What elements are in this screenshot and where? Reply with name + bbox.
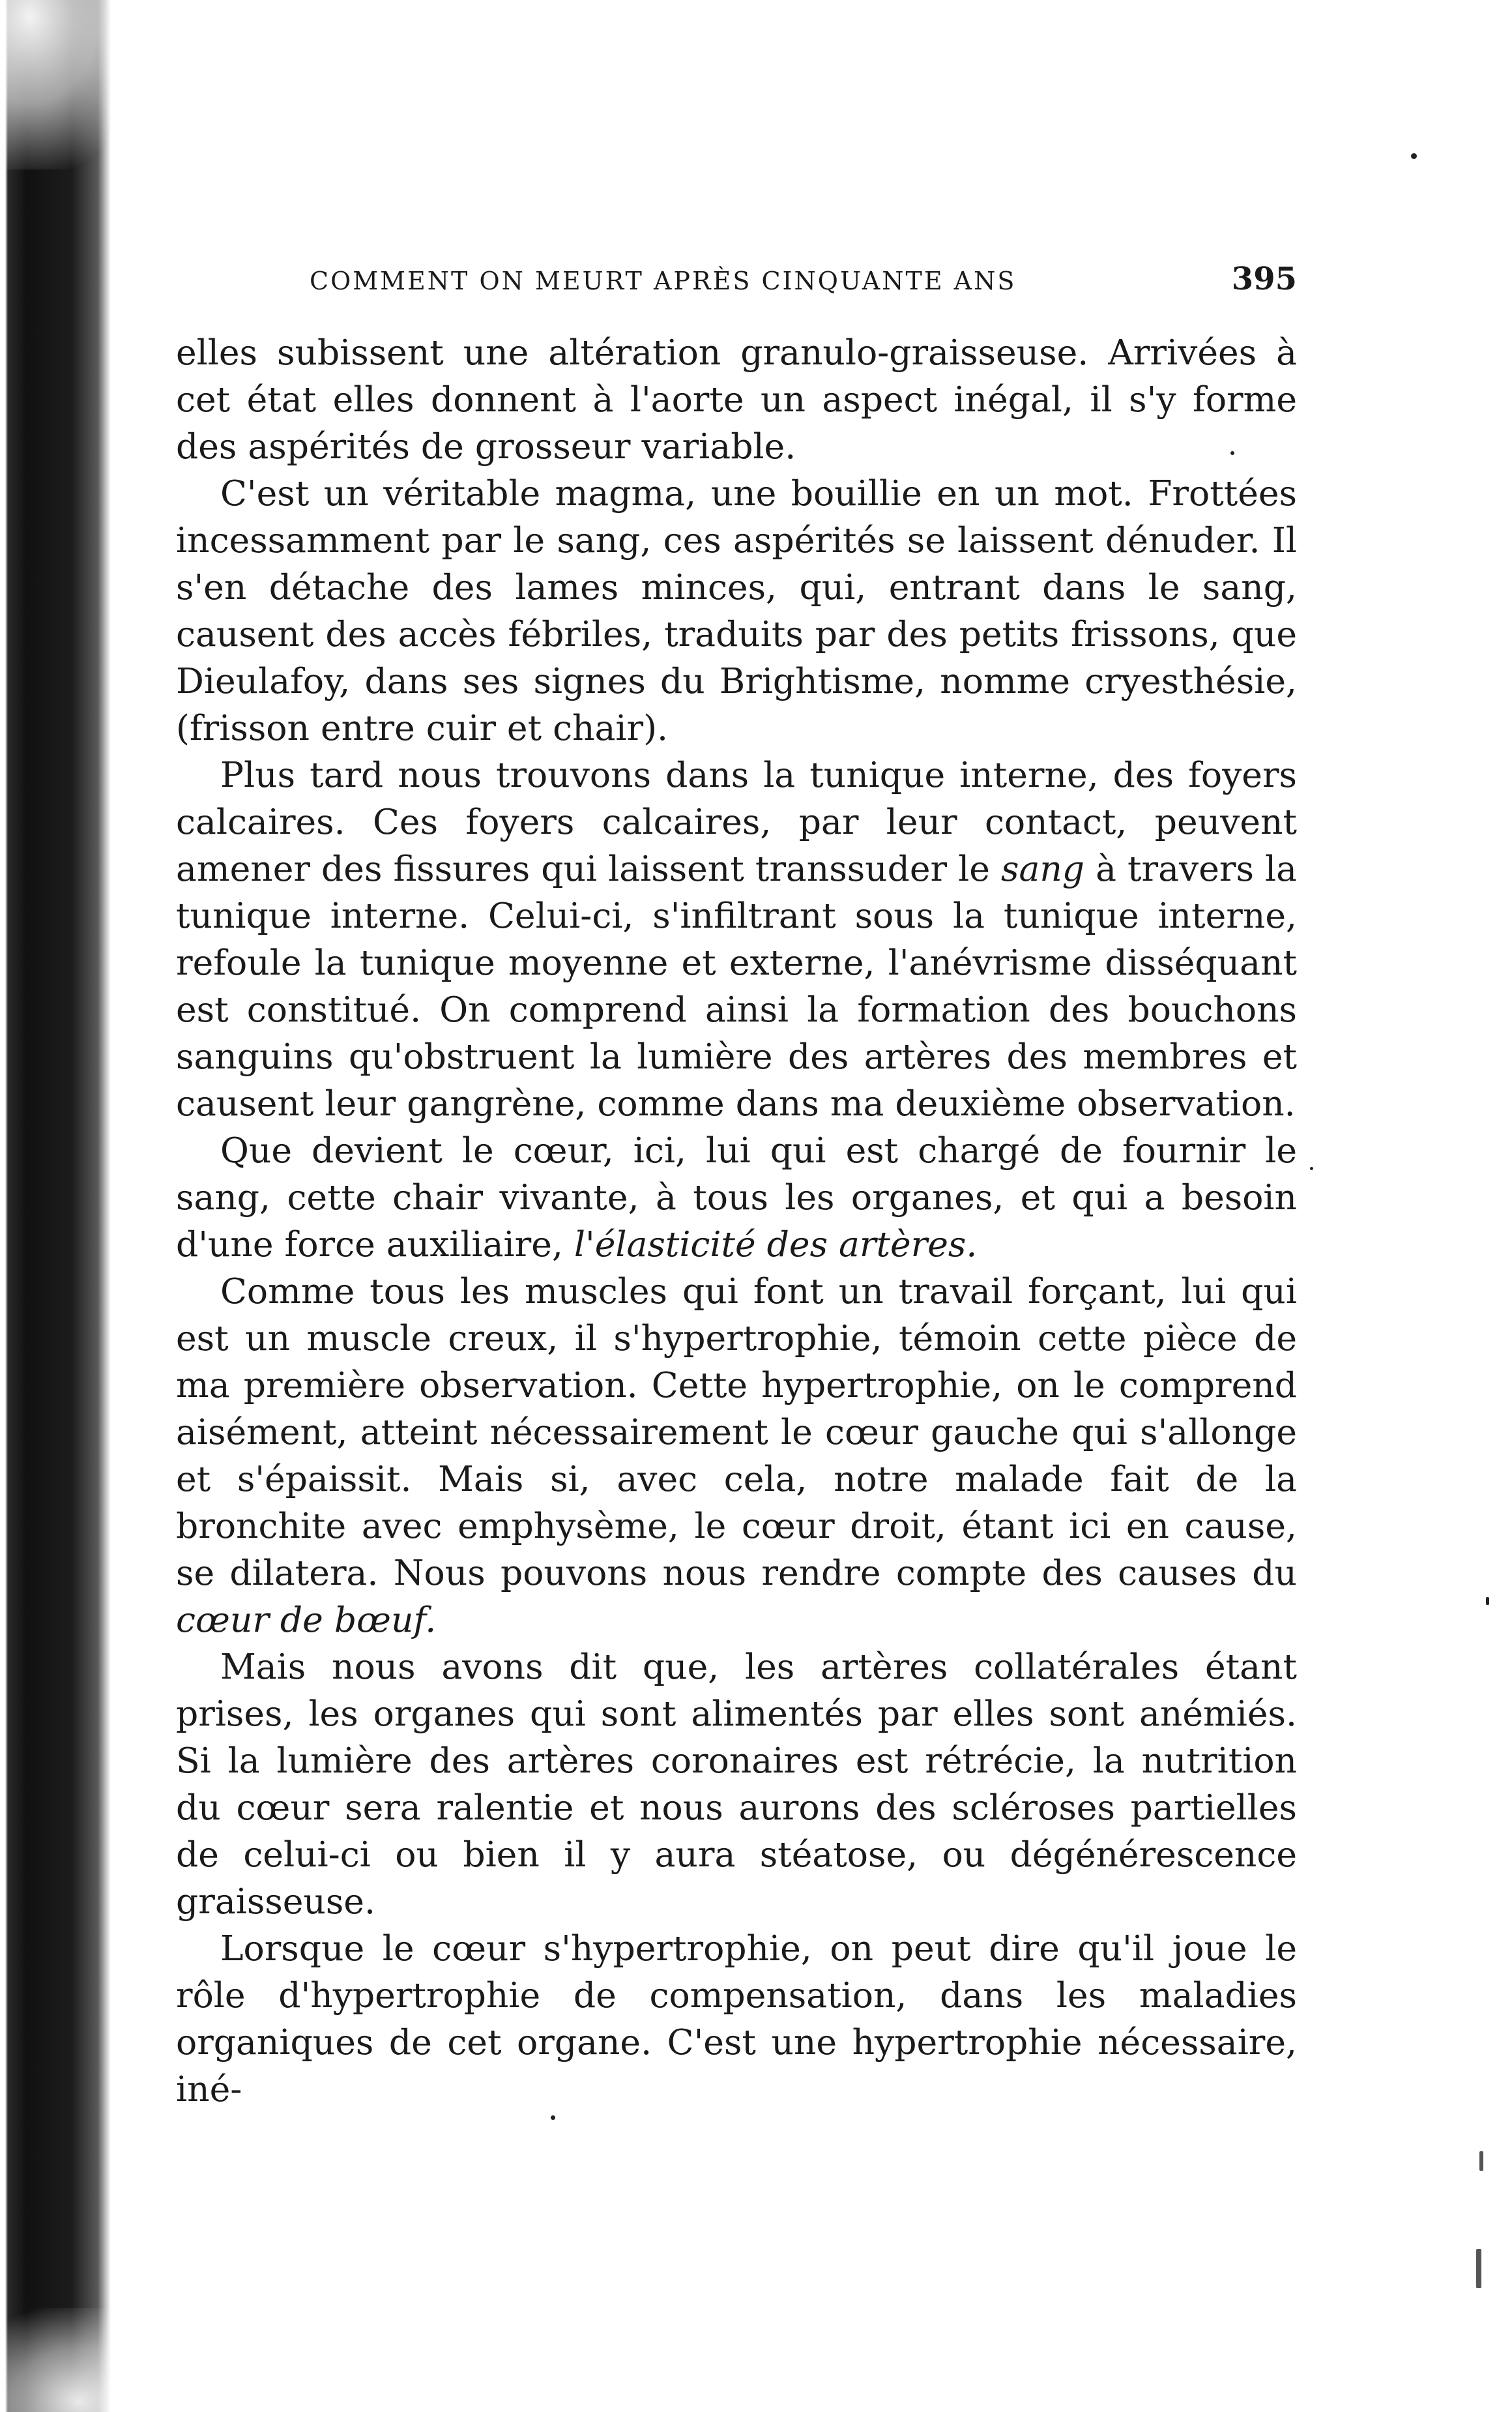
paragraph-p3 [176, 752, 1297, 1127]
text-run: Comme tous les muscles qui font un travail forçant, lui qui est un muscle creux, il s'hypertrophie, témoin cette pièce de ma première observation. Cette hypertrophie, on le comprend aisément, atteint nécessairement le cœur gauche qui s'allonge et s'épaissit. Mais si, avec cela, notre malade fait de la bronchite avec emphysème, le cœur droit, étant ici en cause, se dilatera. Nous pouvons nous rendre compte des causes du [176, 1271, 1297, 1593]
italic-phrase: l'élasticité des artères. [574, 1224, 978, 1265]
italic-phrase: sang [1000, 848, 1085, 889]
scan-speck [1310, 1167, 1313, 1170]
text-run: Lorsque le cœur s'hypertrophie, on peut dire qu'il joue le rôle d'hypertrophie de compensation, dans les maladies organiques de cet organe. C'est une hypertrophie nécessaire, iné- [176, 1928, 1297, 2110]
scan-speck [1486, 1597, 1489, 1605]
scan-speck [1476, 2249, 1481, 2288]
scan-speck [1411, 153, 1417, 159]
paragraph-p7 [176, 1925, 1297, 2113]
book-binding-edge [0, 0, 111, 2412]
running-header [310, 261, 1297, 306]
text-run: C'est un véritable magma, une bouillie en un mot. Frottées incessamment par le sang, ces aspérités se laissent dénuder. Il s'en détache des lames minces, qui, entrant dans le sang, causent des accès fébriles, traduits par des petits frissons, que Dieulafoy, dans ses signes du Brightisme, nomme cryesthésie, (frisson entre cuir et chair). [176, 473, 1297, 748]
scan-speck [551, 2115, 555, 2120]
running-title: COMMENT ON MEURT APRÈS CINQUANTE ANS [310, 267, 1017, 295]
scan-speck [1479, 2151, 1483, 2171]
body-text [176, 329, 1297, 2113]
scan-artifact-bottom [0, 2308, 196, 2412]
paragraph-p1 [176, 329, 1297, 470]
paragraph-p6 [176, 1643, 1297, 1925]
paragraph-p2 [176, 470, 1297, 752]
page-number: 395 [1231, 261, 1297, 297]
paragraph-p4 [176, 1127, 1297, 1268]
paragraph-p5 [176, 1268, 1297, 1643]
text-run: Que devient le cœur, ici, lui qui est chargé de fournir le sang, cette chair vivante, à tous les organes, et qui a besoin d'une force auxiliaire, [176, 1130, 1297, 1265]
italic-phrase: cœur de bœuf. [176, 1599, 437, 1640]
text-run: à travers la tunique interne. Celui-ci, s'infiltrant sous la tunique interne, refoule la tunique moyenne et externe, l'anévrisme disséquant est constitué. On comprend ainsi la formation des bouchons sanguins qu'obstruent la lumière des artères des membres et causent leur gangrène, comme dans ma deuxième observation. [176, 848, 1297, 1124]
text-run: Plus tard nous trouvons dans la tunique interne, des foyers calcaires. Ces foyers calcaires, par leur contact, peuvent amener des fissures qui laissent transsuder le [176, 754, 1297, 889]
scan-artifact-top [0, 0, 150, 169]
text-run: Mais nous avons dit que, les artères collatérales étant prises, les organes qui sont alimentés par elles sont anémiés. Si la lumière des artères coronaires est rétrécie, la nutrition du cœur sera ralentie et nous aurons des scléroses partielles de celui-ci ou bien il y aura stéatose, ou dégénérescence graisseuse. [176, 1646, 1297, 1922]
text-run: elles subissent une altération granulo-graisseuse. Arrivées à cet état elles donnent à l'aorte un aspect inégal, il s'y forme des aspérités de grosseur variable. [176, 332, 1297, 467]
